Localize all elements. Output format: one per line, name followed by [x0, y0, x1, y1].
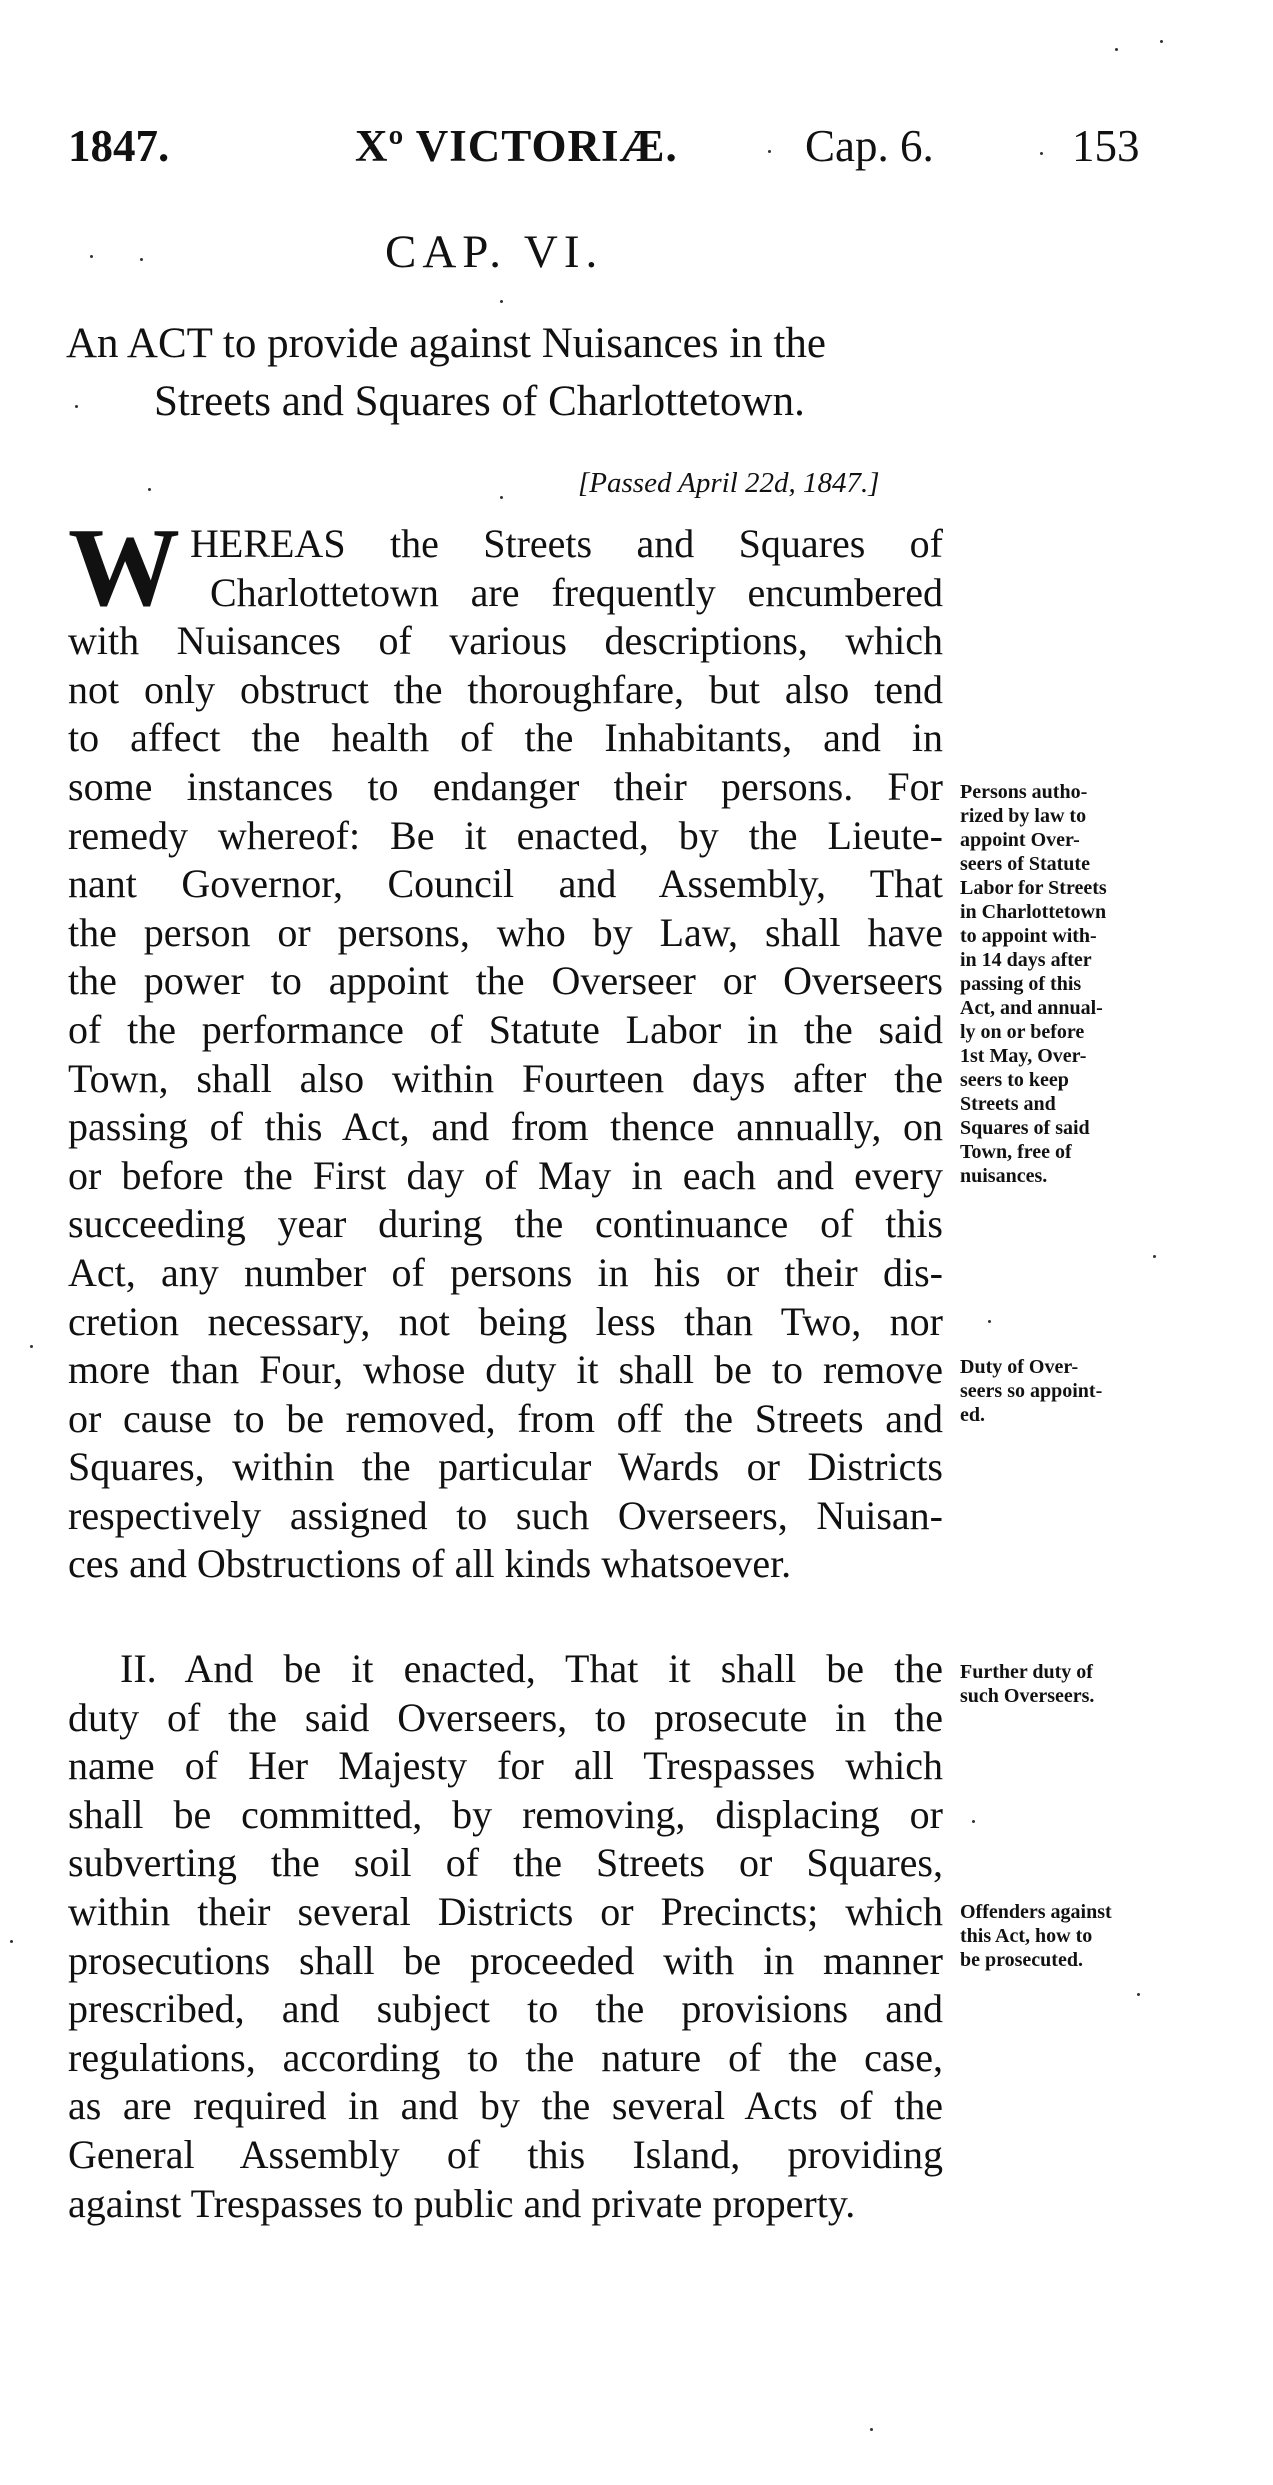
marginal-note-line: nuisances. — [960, 1165, 1048, 1187]
section-1-paragraph — [68, 506, 943, 1589]
scan-speck — [75, 405, 78, 408]
marginal-note-line: such Overseers. — [960, 1685, 1095, 1707]
text-line: of the performance of Statute Labor in the said — [68, 1006, 943, 1052]
marginal-note-line: passing of this — [960, 973, 1082, 995]
text-line: General Assembly of this Island, providing — [68, 2131, 943, 2177]
marginal-note-line: appoint Over- — [960, 829, 1080, 851]
marginal-note-line: this Act, how to — [960, 1925, 1093, 1947]
text-line: or before the First day of May in each and every — [68, 1152, 943, 1198]
text-line: more than Four, whose duty it shall be to remove — [68, 1347, 943, 1393]
text-line: against Trespasses to public and private property. — [68, 2180, 856, 2226]
marginal-note-line: Streets and — [960, 1093, 1056, 1115]
text-line: the person or persons, who by Law, shall have — [68, 909, 943, 955]
header-chapter: Cap. 6. — [805, 121, 934, 171]
marginal-note-line: Labor for Streets — [960, 877, 1107, 899]
scan-speck — [148, 488, 151, 491]
text-line: respectively assigned to such Overseers, Nuisan- — [68, 1492, 943, 1538]
marginal-note-line: Squares of said — [960, 1117, 1090, 1139]
scan-speck — [1137, 1993, 1140, 1996]
scan-speck — [500, 496, 503, 499]
text-line: within their several Districts or Precincts; which — [68, 1888, 943, 1934]
chapter-heading: CAP. VI. — [385, 226, 604, 278]
page-number: 153 — [1072, 121, 1140, 171]
marginal-note-line: Offenders against — [960, 1901, 1112, 1923]
text-line: prosecutions shall be proceeded with in manner — [68, 1937, 943, 1983]
text-line: II. And be it enacted, That it shall be the — [120, 1646, 943, 1691]
scan-speck — [90, 255, 93, 258]
running-header — [0, 120, 1273, 180]
marginal-note-line: to appoint with- — [960, 925, 1097, 947]
marginal-note-line: Duty of Over- — [960, 1356, 1079, 1378]
marginal-note — [960, 1900, 1156, 1972]
marginal-note-line: seers of Statute — [960, 853, 1090, 875]
text-line: not only obstruct the thoroughfare, but also tend — [68, 666, 943, 712]
text-line: passing of this Act, and from thence annually, on — [68, 1104, 943, 1150]
scan-speck — [1153, 1255, 1156, 1258]
text-line: or cause to be removed, from off the Streets and — [68, 1395, 943, 1441]
text-line: Act, any number of persons in his or their dis- — [68, 1249, 943, 1295]
scan-speck — [768, 150, 771, 153]
text-line: some instances to endanger their persons. For — [68, 763, 943, 809]
act-title-line: An ACT to provide against Nuisances in the — [66, 320, 826, 367]
marginal-note — [960, 780, 1156, 1188]
scan-speck — [10, 1940, 13, 1943]
text-line: prescribed, and subject to the provisions and — [68, 1986, 943, 2032]
text-line: Squares, within the particular Wards or Districts — [68, 1444, 943, 1490]
text-line: Town, shall also within Fourteen days after the — [68, 1055, 943, 1101]
drop-cap: W — [68, 506, 180, 630]
marginal-note-line: ly on or before — [960, 1021, 1085, 1043]
text-line: nant Governor, Council and Assembly, That — [68, 861, 943, 907]
text-line: duty of the said Overseers, to prosecute in the — [68, 1694, 943, 1740]
text-line: name of Her Majesty for all Trespasses which — [68, 1743, 943, 1789]
marginal-note-line: rized by law to — [960, 805, 1087, 827]
marginal-note-line: Further duty of — [960, 1661, 1093, 1683]
text-line: the power to appoint the Overseer or Overseers — [68, 958, 943, 1004]
act-title — [66, 315, 966, 431]
scan-speck — [1040, 152, 1043, 155]
scan-speck — [500, 300, 503, 303]
marginal-note-line: seers so appoint- — [960, 1380, 1103, 1402]
scan-speck — [30, 1345, 33, 1348]
text-line: cretion necessary, not being less than Two, nor — [68, 1298, 943, 1344]
scan-speck — [972, 1820, 975, 1823]
header-year: 1847. — [68, 121, 170, 171]
scan-speck — [870, 2428, 873, 2431]
marginal-note-line: ed. — [960, 1404, 985, 1426]
text-line: HEREAS the Streets and Squares of — [190, 521, 943, 566]
passed-date-note: [Passed April 22d, 1847.] — [578, 467, 880, 499]
text-line: ces and Obstructions of all kinds whatsoever. — [68, 1541, 792, 1587]
marginal-note-line: in 14 days after — [960, 949, 1092, 971]
scan-speck — [988, 1320, 991, 1323]
text-line: Charlottetown are frequently encumbered — [210, 569, 943, 615]
text-line: remedy whereof: Be it enacted, by the Lieute- — [68, 812, 943, 858]
marginal-note-line: seers to keep — [960, 1069, 1069, 1091]
scan-speck — [140, 258, 143, 261]
text-line: to affect the health of the Inhabitants, and in — [68, 715, 943, 761]
scan-speck — [1160, 40, 1163, 43]
scan-speck — [1115, 48, 1118, 51]
text-line: shall be committed, by removing, displacing or — [68, 1791, 943, 1837]
marginal-note-line: 1st May, Over- — [960, 1045, 1087, 1067]
act-title-line: Streets and Squares of Charlottetown. — [154, 378, 805, 425]
header-regnal-year: Xº VICTORIÆ. — [355, 121, 678, 171]
marginal-note — [960, 1660, 1156, 1708]
marginal-note-line: Town, free of — [960, 1141, 1072, 1163]
text-line: regulations, according to the nature of the case, — [68, 2034, 943, 2080]
marginal-note-line: Persons autho- — [960, 781, 1088, 803]
marginal-note — [960, 1355, 1156, 1427]
section-2-paragraph — [68, 1645, 943, 2228]
marginal-note-line: Act, and annual- — [960, 997, 1103, 1019]
marginal-note-line: in Charlottetown — [960, 901, 1107, 923]
text-line: subverting the soil of the Streets or Squares, — [68, 1840, 943, 1886]
text-line: succeeding year during the continuance of this — [68, 1201, 943, 1247]
text-line: with Nuisances of various descriptions, which — [68, 618, 943, 664]
text-line: as are required in and by the several Acts of the — [68, 2083, 943, 2129]
marginal-note-line: be prosecuted. — [960, 1949, 1083, 1971]
